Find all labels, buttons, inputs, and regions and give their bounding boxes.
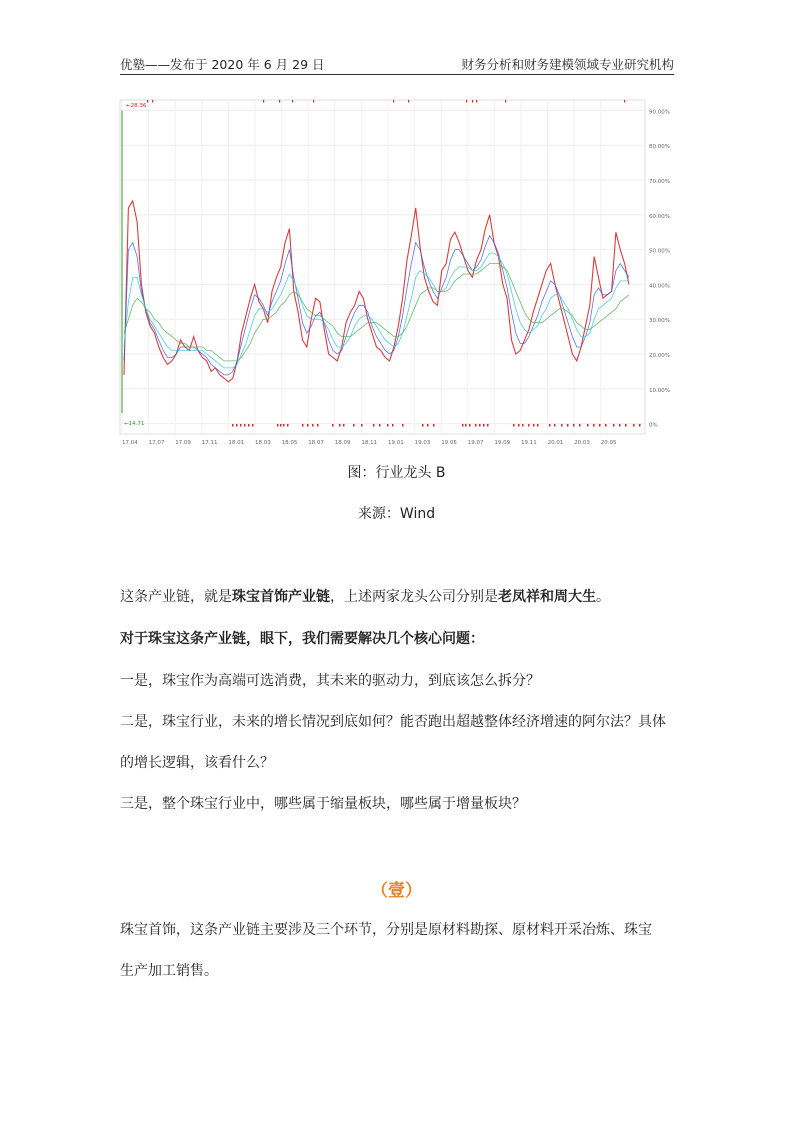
top-marker bbox=[393, 100, 394, 103]
event-marker bbox=[633, 424, 635, 427]
event-marker bbox=[353, 424, 355, 427]
p1-bold-companies: 老凤祥和周大生 bbox=[498, 589, 596, 605]
paragraph-3: 一是，珠宝作为高端可选消费，其未来的驱动力，到底该怎么拆分？ bbox=[120, 673, 540, 689]
x-tick-label: 19.07 bbox=[467, 440, 484, 446]
plot-area bbox=[120, 100, 645, 434]
event-marker bbox=[619, 424, 621, 427]
event-marker bbox=[312, 424, 314, 427]
event-marker bbox=[433, 424, 435, 427]
figure-caption: 图：行业龙头 B bbox=[347, 465, 446, 481]
event-marker bbox=[567, 424, 569, 427]
event-marker bbox=[252, 424, 254, 427]
paragraph-6-line-2: 生产加工销售。 bbox=[120, 963, 218, 979]
p1-text-a: 这条产业链，就是 bbox=[120, 589, 232, 605]
x-tick-label: 18.01 bbox=[228, 440, 245, 446]
x-tick-label: 19.05 bbox=[441, 440, 457, 446]
x-tick-label: 17.09 bbox=[175, 440, 191, 446]
header-date: 优塾——发布于 2020 年 6 月 29 日 bbox=[120, 57, 325, 72]
paragraph-2: 对于珠宝这条产业链，眼下，我们需要解决几个核心问题： bbox=[120, 631, 484, 647]
p1-text-e: 。 bbox=[596, 589, 610, 605]
event-marker bbox=[248, 424, 250, 427]
y-tick-label: 80.00% bbox=[649, 144, 670, 151]
x-tick-label: 20.01 bbox=[547, 440, 564, 446]
top-marker bbox=[292, 100, 293, 103]
event-marker bbox=[599, 424, 601, 427]
x-tick-label: 20.03 bbox=[574, 440, 590, 446]
event-marker bbox=[533, 424, 535, 427]
event-marker bbox=[479, 424, 481, 427]
x-tick-label: 18.11 bbox=[361, 440, 378, 446]
y-tick-label: 50.00% bbox=[649, 248, 670, 255]
event-marker bbox=[283, 424, 285, 427]
event-marker bbox=[387, 424, 389, 427]
event-marker bbox=[549, 424, 551, 427]
event-marker bbox=[518, 424, 520, 427]
header-org: 财务分析和财务建模领域专业研究机构 bbox=[461, 57, 674, 72]
event-marker bbox=[373, 424, 375, 427]
event-marker bbox=[522, 424, 524, 427]
x-tick-label: 18.09 bbox=[334, 440, 351, 446]
stock-chart bbox=[117, 96, 673, 448]
min-annotation: ←14.71 bbox=[124, 421, 145, 428]
event-marker bbox=[317, 424, 319, 427]
event-marker bbox=[392, 424, 394, 427]
y-tick-label: 90.00% bbox=[649, 109, 670, 116]
x-tick-label: 19.01 bbox=[388, 440, 404, 446]
top-marker bbox=[476, 100, 477, 103]
event-marker bbox=[379, 424, 381, 427]
y-tick-label: 0% bbox=[649, 422, 658, 429]
x-tick-label: 19.09 bbox=[494, 440, 511, 446]
event-marker bbox=[402, 424, 404, 427]
section-title: （壹） bbox=[371, 881, 422, 901]
chart-svg bbox=[117, 96, 673, 448]
event-marker bbox=[236, 424, 238, 427]
event-marker bbox=[573, 424, 575, 427]
top-marker bbox=[263, 100, 264, 103]
y-tick-label: 70.00% bbox=[649, 179, 670, 186]
x-tick-label: 17.11 bbox=[201, 440, 218, 446]
event-marker bbox=[469, 424, 471, 427]
event-marker bbox=[475, 424, 477, 427]
event-marker bbox=[639, 424, 641, 427]
top-marker bbox=[466, 100, 467, 103]
figure-source: 来源：Wind bbox=[357, 506, 436, 522]
paragraph-5: 三是，整个珠宝行业中，哪些属于缩量板块，哪些属于增量板块？ bbox=[120, 796, 526, 812]
paragraph-1 bbox=[120, 586, 676, 606]
event-marker bbox=[302, 424, 304, 427]
top-marker bbox=[152, 100, 153, 103]
top-marker bbox=[279, 100, 280, 103]
event-marker bbox=[307, 424, 309, 427]
event-marker bbox=[462, 424, 464, 427]
top-marker bbox=[313, 100, 314, 103]
event-marker bbox=[537, 424, 539, 427]
event-marker bbox=[593, 424, 595, 427]
paragraph-4-line-1: 二是，珠宝行业，未来的增长情况到底如何？能否跑出超越整体经济增速的阿尔法？具体 bbox=[120, 714, 666, 730]
event-marker bbox=[427, 424, 429, 427]
top-marker bbox=[624, 100, 625, 103]
event-marker bbox=[287, 424, 289, 427]
event-marker bbox=[339, 424, 341, 427]
event-marker bbox=[513, 424, 515, 427]
event-marker bbox=[361, 424, 363, 427]
event-marker bbox=[332, 424, 334, 427]
event-marker bbox=[528, 424, 530, 427]
x-tick-label: 18.07 bbox=[308, 440, 324, 446]
event-marker bbox=[244, 424, 246, 427]
x-tick-label: 18.03 bbox=[255, 440, 271, 446]
x-tick-label: 17.04 bbox=[122, 440, 138, 446]
y-tick-label: 60.00% bbox=[649, 213, 670, 220]
event-marker bbox=[613, 424, 615, 427]
event-marker bbox=[422, 424, 424, 427]
event-marker bbox=[579, 424, 581, 427]
event-marker bbox=[587, 424, 589, 427]
top-marker bbox=[147, 100, 148, 103]
y-tick-label: 10.00% bbox=[649, 387, 670, 394]
max-annotation: ←28.36 bbox=[126, 102, 147, 109]
event-marker bbox=[240, 424, 242, 427]
event-marker bbox=[487, 424, 489, 427]
event-marker bbox=[561, 424, 563, 427]
event-marker bbox=[280, 424, 282, 427]
y-tick-label: 30.00% bbox=[649, 318, 670, 325]
event-marker bbox=[625, 424, 627, 427]
event-marker bbox=[465, 424, 467, 427]
x-tick-label: 20.05 bbox=[600, 440, 617, 446]
paragraph-6-line-1: 珠宝首饰，这条产业链主要涉及三个环节，分别是原材料勘探、原材料开采冶炼、珠宝 bbox=[120, 922, 652, 938]
event-marker bbox=[554, 424, 556, 427]
y-tick-label: 40.00% bbox=[649, 283, 670, 290]
event-marker bbox=[605, 424, 607, 427]
x-tick-label: 19.11 bbox=[521, 440, 537, 446]
top-marker bbox=[408, 100, 409, 103]
x-tick-label: 18.05 bbox=[281, 440, 298, 446]
p1-text-c: ，上述两家龙头公司分别是 bbox=[330, 589, 498, 605]
x-tick-label: 17.07 bbox=[148, 440, 165, 446]
paragraph-4-line-2: 的增长逻辑，该看什么？ bbox=[120, 755, 274, 771]
y-tick-label: 20.00% bbox=[649, 352, 670, 359]
event-marker bbox=[232, 424, 234, 427]
event-marker bbox=[343, 424, 345, 427]
event-marker bbox=[483, 424, 485, 427]
x-tick-label: 19.03 bbox=[414, 440, 431, 446]
event-marker bbox=[277, 424, 279, 427]
top-marker bbox=[472, 100, 473, 103]
p1-bold-industry: 珠宝首饰产业链 bbox=[232, 589, 330, 605]
page-header bbox=[120, 54, 674, 75]
top-marker bbox=[505, 100, 506, 103]
